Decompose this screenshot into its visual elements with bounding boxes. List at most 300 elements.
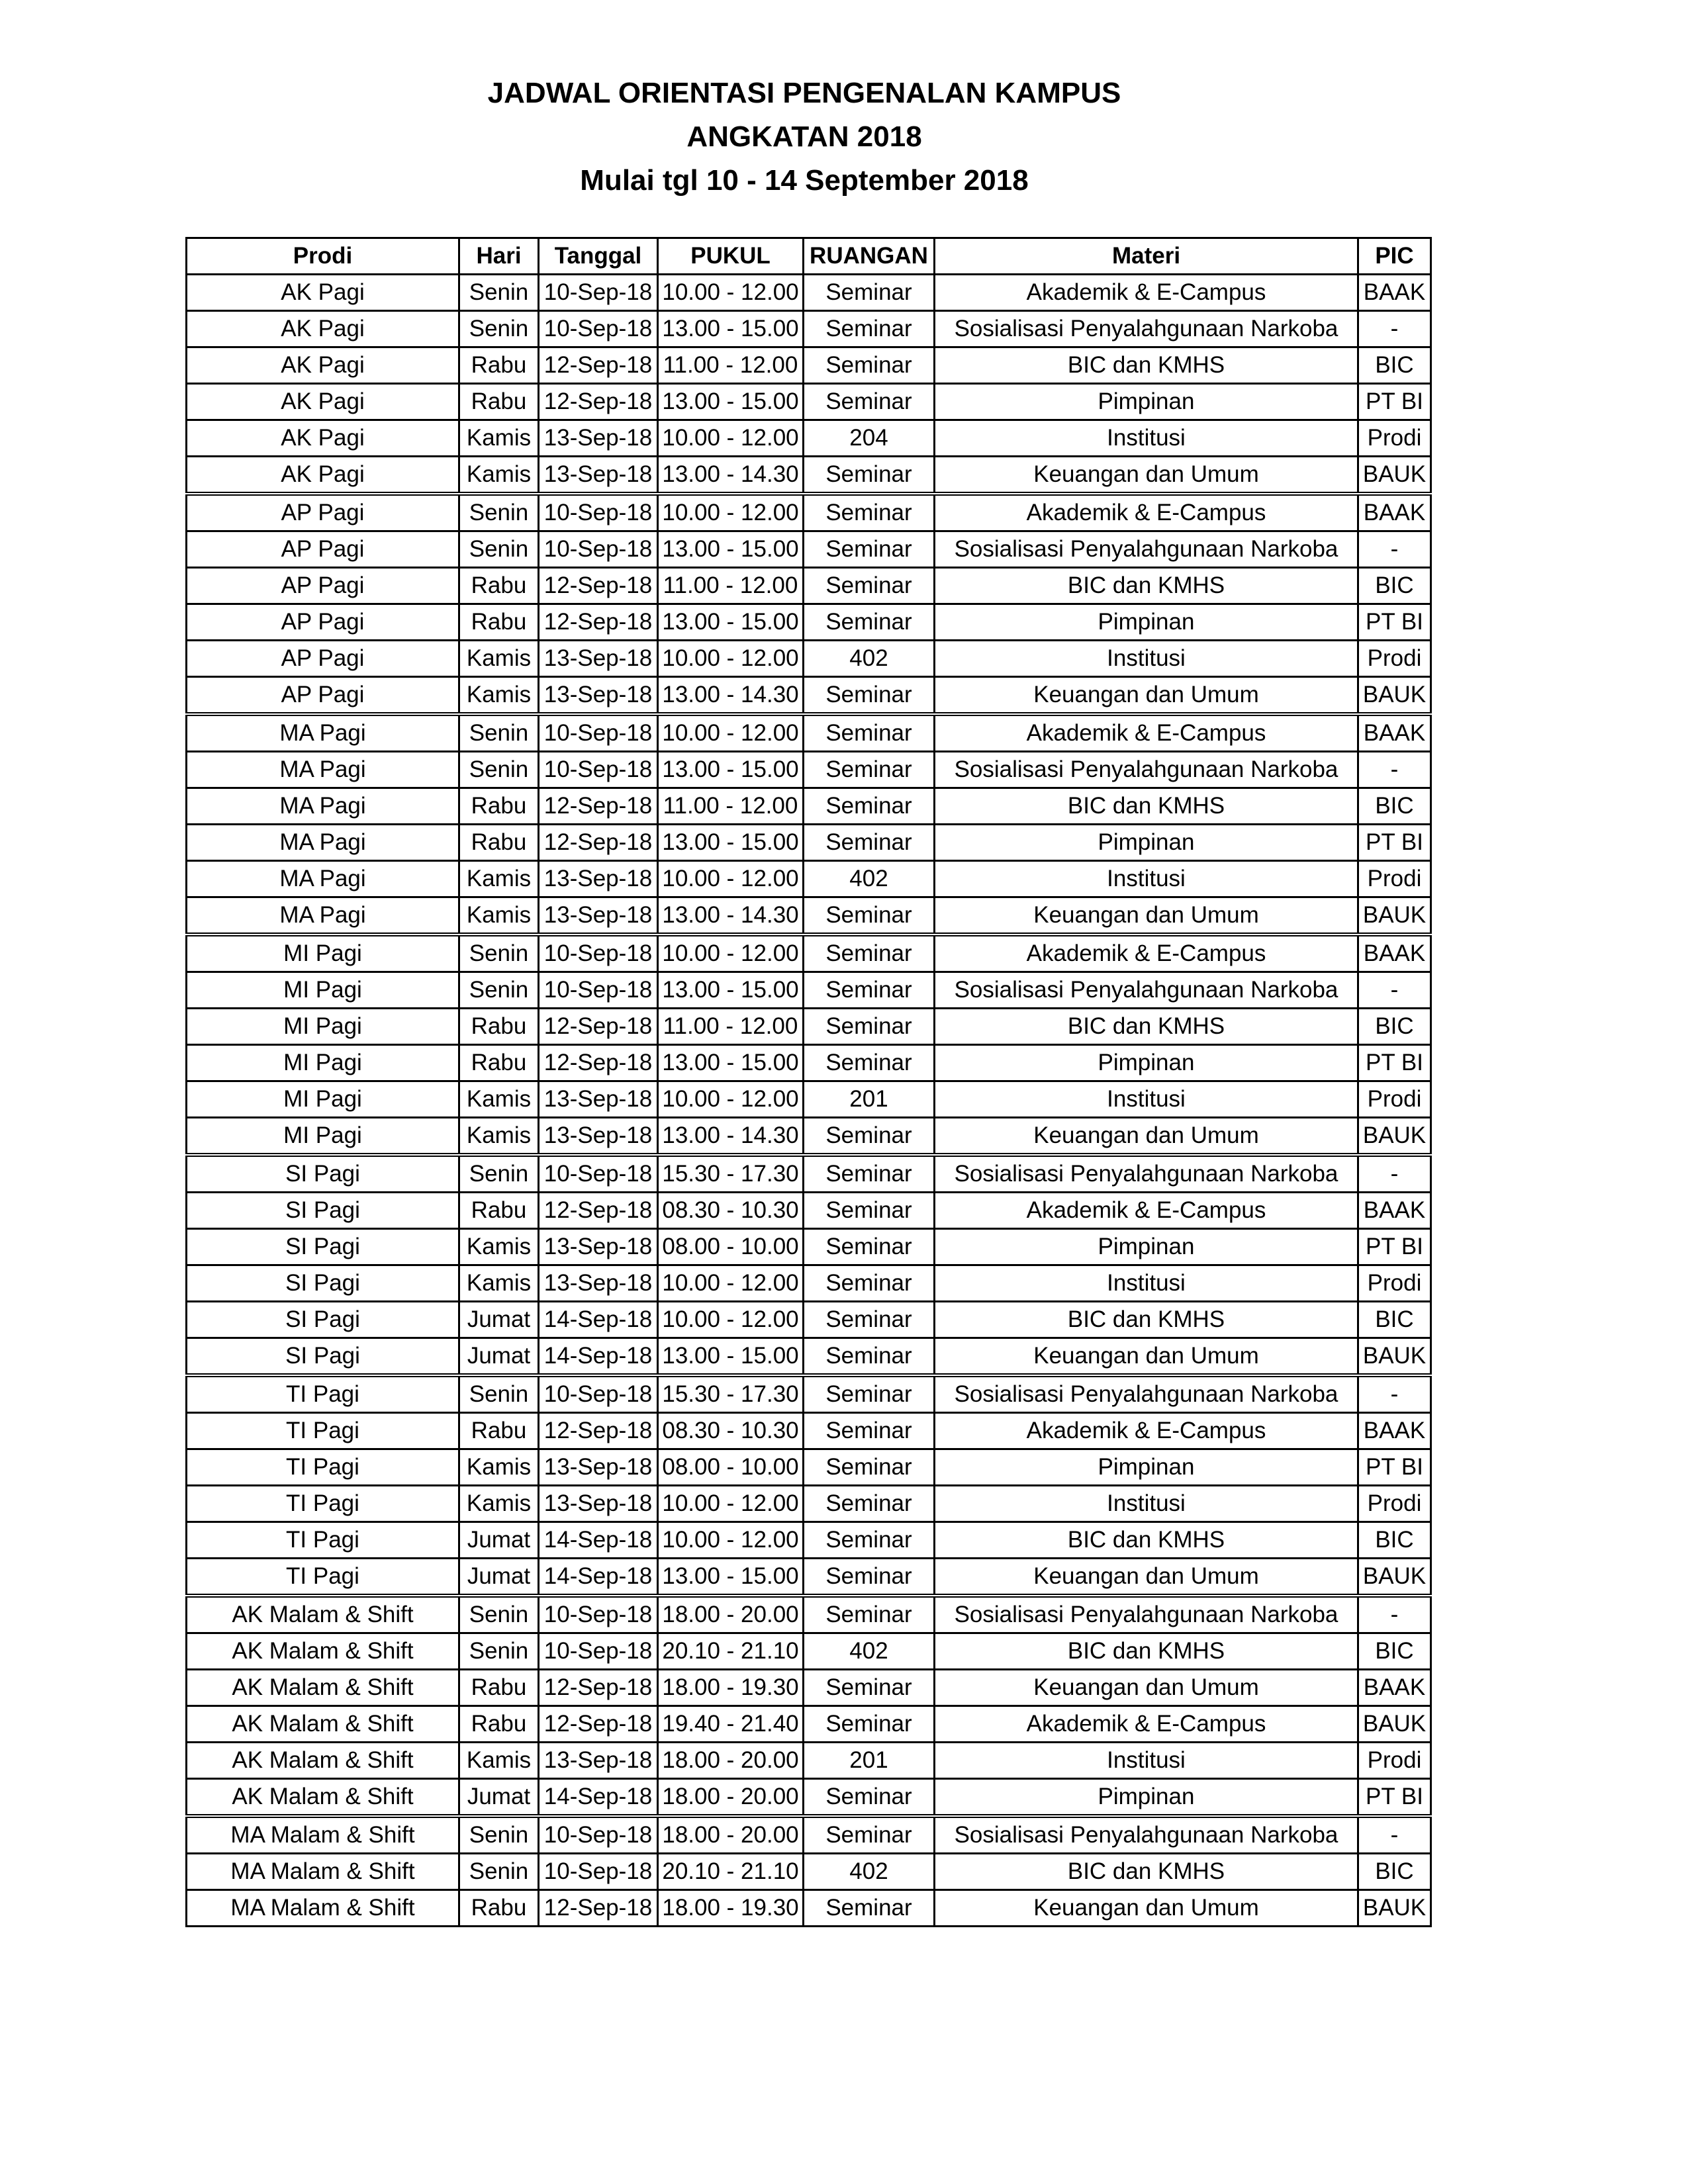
cell-prodi: AK Pagi [187, 347, 459, 384]
cell-prodi: TI Pagi [187, 1413, 459, 1449]
cell-pic: Prodi [1358, 1743, 1431, 1779]
cell-hari: Kamis [459, 677, 539, 715]
table-row [187, 1854, 1431, 1890]
header-materi: Materi [935, 238, 1358, 275]
table-row [187, 825, 1431, 861]
cell-hari: Kamis [459, 1229, 539, 1265]
cell-tanggal: 14-Sep-18 [539, 1522, 658, 1559]
cell-materi: Sosialisasi Penyalahgunaan Narkoba [935, 972, 1358, 1009]
table-row [187, 494, 1431, 531]
cell-materi: BIC dan KMHS [935, 788, 1358, 825]
cell-hari: Rabu [459, 384, 539, 420]
cell-prodi: AK Malam & Shift [187, 1596, 459, 1633]
cell-hari: Jumat [459, 1302, 539, 1338]
cell-pic: - [1358, 752, 1431, 788]
cell-ruangan: Seminar [804, 1155, 935, 1193]
cell-hari: Jumat [459, 1779, 539, 1817]
table-row [187, 1596, 1431, 1633]
cell-ruangan: Seminar [804, 1118, 935, 1156]
cell-tanggal: 12-Sep-18 [539, 1045, 658, 1081]
cell-prodi: MI Pagi [187, 1118, 459, 1156]
cell-prodi: SI Pagi [187, 1193, 459, 1229]
cell-hari: Senin [459, 1596, 539, 1633]
cell-pic: PT BI [1358, 1229, 1431, 1265]
cell-pukul: 13.00 - 15.00 [658, 604, 804, 641]
cell-pukul: 18.00 - 20.00 [658, 1743, 804, 1779]
cell-ruangan: Seminar [804, 1045, 935, 1081]
table-row [187, 1155, 1431, 1193]
cell-pukul: 13.00 - 15.00 [658, 1045, 804, 1081]
cell-pic: Prodi [1358, 861, 1431, 897]
cell-ruangan: Seminar [804, 531, 935, 568]
cell-hari: Jumat [459, 1338, 539, 1376]
cell-pic: BAUK [1358, 1118, 1431, 1156]
table-row [187, 420, 1431, 457]
cell-ruangan: Seminar [804, 1449, 935, 1486]
cell-ruangan: Seminar [804, 1890, 935, 1927]
cell-pic: Prodi [1358, 420, 1431, 457]
cell-hari: Kamis [459, 1081, 539, 1118]
cell-prodi: AK Malam & Shift [187, 1779, 459, 1817]
cell-hari: Senin [459, 494, 539, 531]
cell-prodi: AK Malam & Shift [187, 1633, 459, 1670]
cell-pukul: 13.00 - 15.00 [658, 1559, 804, 1596]
table-row [187, 1816, 1431, 1854]
cell-pic: BIC [1358, 1854, 1431, 1890]
cell-pukul: 18.00 - 19.30 [658, 1670, 804, 1706]
cell-pukul: 18.00 - 19.30 [658, 1890, 804, 1927]
cell-materi: Pimpinan [935, 1045, 1358, 1081]
cell-pic: - [1358, 1596, 1431, 1633]
cell-prodi: MI Pagi [187, 972, 459, 1009]
cell-prodi: AK Malam & Shift [187, 1743, 459, 1779]
cell-pukul: 10.00 - 12.00 [658, 494, 804, 531]
cell-tanggal: 13-Sep-18 [539, 1081, 658, 1118]
cell-pukul: 13.00 - 15.00 [658, 384, 804, 420]
cell-tanggal: 12-Sep-18 [539, 1890, 658, 1927]
cell-tanggal: 14-Sep-18 [539, 1338, 658, 1376]
table-row [187, 1743, 1431, 1779]
cell-prodi: MA Pagi [187, 825, 459, 861]
cell-ruangan: Seminar [804, 457, 935, 494]
table-row [187, 677, 1431, 715]
cell-tanggal: 10-Sep-18 [539, 1596, 658, 1633]
cell-materi: BIC dan KMHS [935, 347, 1358, 384]
table-row [187, 714, 1431, 752]
cell-pukul: 20.10 - 21.10 [658, 1854, 804, 1890]
cell-materi: Akademik & E-Campus [935, 494, 1358, 531]
cell-prodi: TI Pagi [187, 1375, 459, 1413]
cell-materi: Pimpinan [935, 825, 1358, 861]
cell-prodi: MA Pagi [187, 788, 459, 825]
table-row [187, 1559, 1431, 1596]
cell-materi: Sosialisasi Penyalahgunaan Narkoba [935, 531, 1358, 568]
cell-tanggal: 12-Sep-18 [539, 788, 658, 825]
cell-materi: Akademik & E-Campus [935, 714, 1358, 752]
cell-ruangan: Seminar [804, 1670, 935, 1706]
cell-materi: BIC dan KMHS [935, 1302, 1358, 1338]
cell-ruangan: Seminar [804, 384, 935, 420]
table-row [187, 1265, 1431, 1302]
cell-tanggal: 13-Sep-18 [539, 1118, 658, 1156]
cell-hari: Senin [459, 972, 539, 1009]
cell-ruangan: Seminar [804, 1522, 935, 1559]
table-row [187, 1229, 1431, 1265]
cell-hari: Rabu [459, 1009, 539, 1045]
cell-prodi: TI Pagi [187, 1449, 459, 1486]
table-row [187, 897, 1431, 935]
cell-pukul: 13.00 - 15.00 [658, 311, 804, 347]
cell-tanggal: 10-Sep-18 [539, 714, 658, 752]
cell-pukul: 13.00 - 15.00 [658, 972, 804, 1009]
cell-ruangan: Seminar [804, 494, 935, 531]
table-header-row [187, 238, 1431, 275]
cell-pic: BIC [1358, 568, 1431, 604]
cell-tanggal: 10-Sep-18 [539, 531, 658, 568]
cell-prodi: TI Pagi [187, 1522, 459, 1559]
cell-hari: Rabu [459, 1890, 539, 1927]
cell-tanggal: 10-Sep-18 [539, 752, 658, 788]
table-body [187, 275, 1431, 1927]
cell-tanggal: 14-Sep-18 [539, 1559, 658, 1596]
cell-pic: BAAK [1358, 1670, 1431, 1706]
title-line-3: Mulai tgl 10 - 14 September 2018 [580, 164, 1029, 197]
cell-ruangan: Seminar [804, 752, 935, 788]
header-prodi: Prodi [187, 238, 459, 275]
table-row [187, 1118, 1431, 1156]
cell-pic: BAUK [1358, 677, 1431, 715]
cell-prodi: MA Malam & Shift [187, 1816, 459, 1854]
cell-pukul: 08.30 - 10.30 [658, 1413, 804, 1449]
cell-pukul: 08.30 - 10.30 [658, 1193, 804, 1229]
cell-hari: Senin [459, 1854, 539, 1890]
cell-materi: Akademik & E-Campus [935, 1193, 1358, 1229]
cell-ruangan: Seminar [804, 714, 935, 752]
cell-ruangan: Seminar [804, 1338, 935, 1376]
cell-pukul: 13.00 - 15.00 [658, 825, 804, 861]
cell-ruangan: 402 [804, 1854, 935, 1890]
table-row [187, 1779, 1431, 1817]
cell-materi: Sosialisasi Penyalahgunaan Narkoba [935, 311, 1358, 347]
cell-materi: BIC dan KMHS [935, 1633, 1358, 1670]
table-row [187, 752, 1431, 788]
cell-pic: BIC [1358, 347, 1431, 384]
cell-prodi: AK Pagi [187, 275, 459, 311]
cell-prodi: SI Pagi [187, 1155, 459, 1193]
cell-ruangan: Seminar [804, 1375, 935, 1413]
table-row [187, 861, 1431, 897]
cell-prodi: AK Pagi [187, 420, 459, 457]
table-row [187, 384, 1431, 420]
cell-ruangan: Seminar [804, 1193, 935, 1229]
table-row [187, 604, 1431, 641]
cell-hari: Rabu [459, 825, 539, 861]
cell-pic: PT BI [1358, 825, 1431, 861]
cell-prodi: MA Pagi [187, 714, 459, 752]
table-row [187, 1081, 1431, 1118]
cell-pic: - [1358, 311, 1431, 347]
cell-hari: Senin [459, 1375, 539, 1413]
cell-hari: Senin [459, 1633, 539, 1670]
cell-materi: Institusi [935, 1486, 1358, 1522]
cell-pukul: 11.00 - 12.00 [658, 347, 804, 384]
cell-tanggal: 10-Sep-18 [539, 1375, 658, 1413]
cell-prodi: AK Pagi [187, 384, 459, 420]
cell-hari: Kamis [459, 897, 539, 935]
cell-pic: BAUK [1358, 1338, 1431, 1376]
cell-ruangan: Seminar [804, 1706, 935, 1743]
table-row [187, 1706, 1431, 1743]
cell-pic: BAUK [1358, 897, 1431, 935]
cell-prodi: SI Pagi [187, 1338, 459, 1376]
cell-ruangan: Seminar [804, 897, 935, 935]
cell-prodi: AP Pagi [187, 641, 459, 677]
cell-pukul: 10.00 - 12.00 [658, 420, 804, 457]
table-row [187, 347, 1431, 384]
cell-pukul: 13.00 - 14.30 [658, 457, 804, 494]
cell-tanggal: 12-Sep-18 [539, 1193, 658, 1229]
cell-prodi: AP Pagi [187, 494, 459, 531]
table-row [187, 275, 1431, 311]
cell-ruangan: Seminar [804, 311, 935, 347]
cell-hari: Jumat [459, 1522, 539, 1559]
cell-pic: BIC [1358, 1302, 1431, 1338]
cell-tanggal: 13-Sep-18 [539, 420, 658, 457]
cell-prodi: AK Pagi [187, 311, 459, 347]
cell-tanggal: 12-Sep-18 [539, 1706, 658, 1743]
cell-prodi: AK Pagi [187, 457, 459, 494]
table-row [187, 1449, 1431, 1486]
cell-ruangan: Seminar [804, 1413, 935, 1449]
cell-ruangan: Seminar [804, 1009, 935, 1045]
table-row [187, 788, 1431, 825]
cell-pukul: 13.00 - 14.30 [658, 1118, 804, 1156]
cell-ruangan: Seminar [804, 1229, 935, 1265]
cell-prodi: TI Pagi [187, 1486, 459, 1522]
cell-pic: BAAK [1358, 714, 1431, 752]
cell-prodi: MA Pagi [187, 897, 459, 935]
cell-hari: Senin [459, 531, 539, 568]
cell-prodi: MI Pagi [187, 934, 459, 972]
cell-pic: BAUK [1358, 1890, 1431, 1927]
cell-pukul: 20.10 - 21.10 [658, 1633, 804, 1670]
table-row [187, 1193, 1431, 1229]
cell-pukul: 13.00 - 15.00 [658, 752, 804, 788]
title-line-2: ANGKATAN 2018 [686, 120, 922, 153]
cell-ruangan: Seminar [804, 1596, 935, 1633]
cell-tanggal: 12-Sep-18 [539, 384, 658, 420]
cell-pic: - [1358, 1155, 1431, 1193]
cell-hari: Senin [459, 752, 539, 788]
table-row [187, 1486, 1431, 1522]
cell-prodi: AP Pagi [187, 568, 459, 604]
cell-ruangan: Seminar [804, 677, 935, 715]
cell-hari: Rabu [459, 788, 539, 825]
cell-pukul: 10.00 - 12.00 [658, 641, 804, 677]
cell-tanggal: 13-Sep-18 [539, 641, 658, 677]
cell-pic: PT BI [1358, 604, 1431, 641]
cell-prodi: SI Pagi [187, 1302, 459, 1338]
cell-pic: Prodi [1358, 641, 1431, 677]
cell-materi: Pimpinan [935, 604, 1358, 641]
cell-tanggal: 10-Sep-18 [539, 1155, 658, 1193]
cell-ruangan: Seminar [804, 972, 935, 1009]
table-row [187, 934, 1431, 972]
cell-pic: - [1358, 972, 1431, 1009]
cell-prodi: MI Pagi [187, 1009, 459, 1045]
cell-pukul: 10.00 - 12.00 [658, 1302, 804, 1338]
cell-pic: PT BI [1358, 1779, 1431, 1817]
table-row [187, 457, 1431, 494]
cell-ruangan: Seminar [804, 568, 935, 604]
cell-ruangan: 402 [804, 1633, 935, 1670]
cell-pukul: 08.00 - 10.00 [658, 1449, 804, 1486]
cell-pic: PT BI [1358, 1045, 1431, 1081]
cell-materi: Sosialisasi Penyalahgunaan Narkoba [935, 1816, 1358, 1854]
table-row [187, 311, 1431, 347]
cell-pic: BAAK [1358, 934, 1431, 972]
cell-pukul: 10.00 - 12.00 [658, 275, 804, 311]
cell-tanggal: 12-Sep-18 [539, 568, 658, 604]
cell-pic: BIC [1358, 1522, 1431, 1559]
cell-prodi: AK Malam & Shift [187, 1706, 459, 1743]
cell-hari: Rabu [459, 1670, 539, 1706]
cell-ruangan: Seminar [804, 788, 935, 825]
cell-hari: Rabu [459, 1045, 539, 1081]
cell-hari: Kamis [459, 641, 539, 677]
cell-pic: BAAK [1358, 1413, 1431, 1449]
cell-tanggal: 12-Sep-18 [539, 1009, 658, 1045]
cell-materi: Keuangan dan Umum [935, 897, 1358, 935]
cell-prodi: MA Pagi [187, 861, 459, 897]
cell-pic: Prodi [1358, 1265, 1431, 1302]
cell-hari: Kamis [459, 861, 539, 897]
cell-pukul: 08.00 - 10.00 [658, 1229, 804, 1265]
cell-materi: Akademik & E-Campus [935, 275, 1358, 311]
cell-pic: Prodi [1358, 1081, 1431, 1118]
cell-tanggal: 10-Sep-18 [539, 1633, 658, 1670]
cell-hari: Senin [459, 934, 539, 972]
cell-pukul: 18.00 - 20.00 [658, 1779, 804, 1817]
cell-tanggal: 10-Sep-18 [539, 1854, 658, 1890]
header-pukul: PUKUL [658, 238, 804, 275]
cell-materi: Institusi [935, 641, 1358, 677]
cell-ruangan: 402 [804, 861, 935, 897]
cell-hari: Kamis [459, 1486, 539, 1522]
table-row [187, 1045, 1431, 1081]
header-tanggal: Tanggal [539, 238, 658, 275]
cell-materi: BIC dan KMHS [935, 568, 1358, 604]
cell-pic: BAAK [1358, 275, 1431, 311]
cell-hari: Senin [459, 1155, 539, 1193]
cell-ruangan: 201 [804, 1081, 935, 1118]
cell-pic: BIC [1358, 1633, 1431, 1670]
cell-materi: Sosialisasi Penyalahgunaan Narkoba [935, 1375, 1358, 1413]
cell-hari: Rabu [459, 1413, 539, 1449]
cell-tanggal: 13-Sep-18 [539, 677, 658, 715]
cell-materi: Keuangan dan Umum [935, 1559, 1358, 1596]
cell-hari: Rabu [459, 604, 539, 641]
cell-pukul: 11.00 - 12.00 [658, 788, 804, 825]
cell-materi: Institusi [935, 1081, 1358, 1118]
cell-materi: Keuangan dan Umum [935, 677, 1358, 715]
cell-pukul: 10.00 - 12.00 [658, 1522, 804, 1559]
cell-ruangan: Seminar [804, 347, 935, 384]
cell-pukul: 13.00 - 15.00 [658, 531, 804, 568]
cell-tanggal: 13-Sep-18 [539, 1449, 658, 1486]
cell-materi: Sosialisasi Penyalahgunaan Narkoba [935, 1596, 1358, 1633]
cell-pukul: 10.00 - 12.00 [658, 1081, 804, 1118]
cell-pic: BAUK [1358, 1559, 1431, 1596]
document-title [0, 71, 1609, 203]
cell-tanggal: 13-Sep-18 [539, 897, 658, 935]
cell-tanggal: 12-Sep-18 [539, 825, 658, 861]
cell-materi: Akademik & E-Campus [935, 1706, 1358, 1743]
cell-hari: Jumat [459, 1559, 539, 1596]
cell-hari: Kamis [459, 1265, 539, 1302]
cell-tanggal: 13-Sep-18 [539, 1229, 658, 1265]
cell-ruangan: 204 [804, 420, 935, 457]
cell-tanggal: 13-Sep-18 [539, 861, 658, 897]
cell-materi: Keuangan dan Umum [935, 1890, 1358, 1927]
table-row [187, 1375, 1431, 1413]
cell-pic: PT BI [1358, 1449, 1431, 1486]
cell-pukul: 10.00 - 12.00 [658, 714, 804, 752]
cell-hari: Rabu [459, 1193, 539, 1229]
cell-ruangan: Seminar [804, 1486, 935, 1522]
cell-pic: BIC [1358, 788, 1431, 825]
cell-materi: Pimpinan [935, 1779, 1358, 1817]
cell-ruangan: Seminar [804, 1302, 935, 1338]
cell-materi: Keuangan dan Umum [935, 1338, 1358, 1376]
cell-pukul: 19.40 - 21.40 [658, 1706, 804, 1743]
table-row [187, 1890, 1431, 1927]
cell-hari: Rabu [459, 1706, 539, 1743]
cell-hari: Senin [459, 311, 539, 347]
cell-materi: Institusi [935, 1265, 1358, 1302]
cell-pic: BIC [1358, 1009, 1431, 1045]
cell-tanggal: 10-Sep-18 [539, 494, 658, 531]
cell-materi: Sosialisasi Penyalahgunaan Narkoba [935, 752, 1358, 788]
schedule-table [185, 237, 1432, 1927]
cell-tanggal: 14-Sep-18 [539, 1302, 658, 1338]
cell-tanggal: 10-Sep-18 [539, 934, 658, 972]
cell-tanggal: 14-Sep-18 [539, 1779, 658, 1817]
cell-ruangan: Seminar [804, 934, 935, 972]
cell-pukul: 13.00 - 14.30 [658, 677, 804, 715]
cell-hari: Senin [459, 275, 539, 311]
cell-tanggal: 12-Sep-18 [539, 604, 658, 641]
table-row [187, 1413, 1431, 1449]
cell-tanggal: 10-Sep-18 [539, 972, 658, 1009]
cell-pic: BAAK [1358, 1193, 1431, 1229]
cell-materi: Keuangan dan Umum [935, 457, 1358, 494]
cell-ruangan: Seminar [804, 825, 935, 861]
table-row [187, 1522, 1431, 1559]
cell-materi: Sosialisasi Penyalahgunaan Narkoba [935, 1155, 1358, 1193]
cell-tanggal: 12-Sep-18 [539, 1413, 658, 1449]
cell-hari: Rabu [459, 347, 539, 384]
header-ruangan: RUANGAN [804, 238, 935, 275]
cell-prodi: MA Pagi [187, 752, 459, 788]
cell-pukul: 11.00 - 12.00 [658, 1009, 804, 1045]
cell-materi: Institusi [935, 861, 1358, 897]
cell-tanggal: 13-Sep-18 [539, 1265, 658, 1302]
table-row [187, 568, 1431, 604]
cell-ruangan: Seminar [804, 1779, 935, 1817]
header-pic: PIC [1358, 238, 1431, 275]
table-row [187, 1670, 1431, 1706]
